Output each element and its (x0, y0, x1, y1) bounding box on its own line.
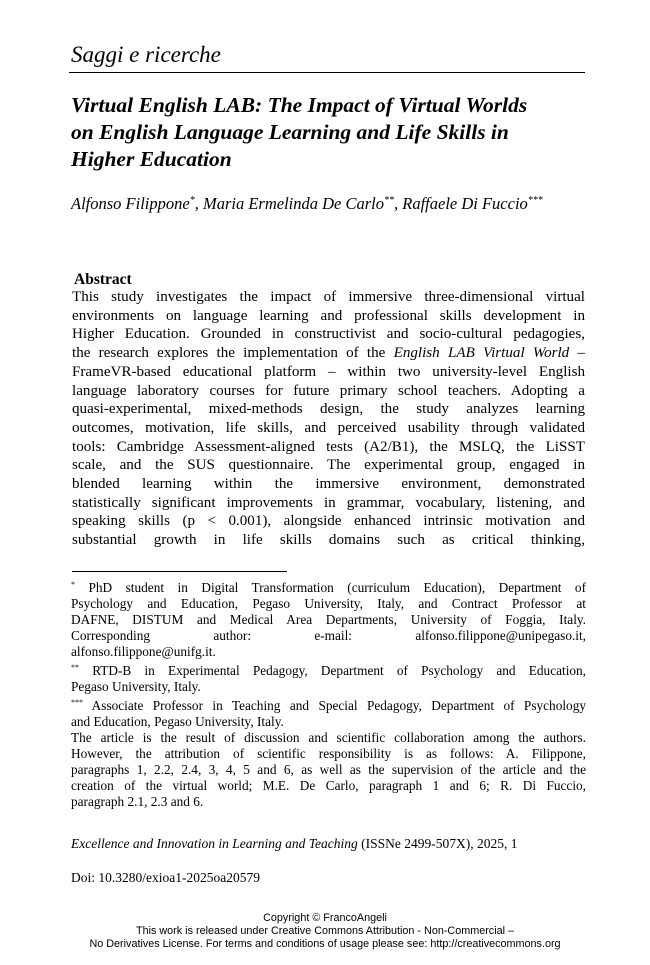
platform-name: English LAB Virtual World – (393, 345, 586, 362)
license-line: No Derivatives License. For terms and conditions of usage please see: http://creativecommons.org (89, 938, 561, 950)
abstract-line: outcomes, motivation, life skills, and perceived usability through validated (72, 419, 585, 436)
title-line: Virtual English LAB: The Impact of Virtual Worlds (71, 93, 528, 117)
journal-name: Excellence and Innovation in Learning and Teaching (71, 836, 358, 851)
title-line: on English Language Learning and Life Skills in (71, 120, 509, 144)
footnote-line: paragraphs 1, 2.2, 2.4, 3, 4, 5 and 6, as well as the supervision of the article and the (71, 762, 586, 777)
abstract-body (72, 288, 585, 550)
abstract-line: Higher Education. Grounded in constructivist and socio-cultural pedagogies, (72, 326, 585, 343)
footnote-line: Corresponding author: e-mail: alfonso.filippone@unipegaso.it, (71, 628, 586, 643)
author-name: Raffaele Di Fuccio (402, 194, 528, 213)
section-divider (69, 72, 585, 73)
footnote-divider (72, 571, 287, 572)
copyright-line: Copyright © FrancoAngeli (263, 912, 387, 924)
footnote-line: Pegaso University, Italy. (71, 679, 201, 694)
footnotes (71, 577, 586, 810)
abstract-line: FrameVR-based educational platform – within two university-level English (72, 363, 585, 380)
footnote-line: creation of the virtual world; M.E. De Carlo, paragraph 1 and 6; R. Di Fuccio, (71, 778, 586, 793)
author-footnote-mark: * (189, 195, 195, 206)
abstract-line: scale, and the SUS questionnaire. The experimental group, engaged in (72, 457, 585, 474)
abstract-line: quasi-experimental, mixed-methods design, the study analyzes learning (72, 401, 585, 418)
license-notice (0, 912, 650, 951)
footnote-line: DAFNE, DISTUM and Medical Area Departments, University of Foggia, Italy. (71, 612, 586, 627)
footnote-line: Psychology and Education, Pegaso University, Italy, and Contract Professor at (71, 596, 586, 611)
footnote-text: RTD-B in Experimental Pedagogy, Department of Psychology and Education, (92, 663, 587, 678)
license-line: This work is released under Creative Commons Attribution - Non-Commercial – (135, 925, 515, 937)
abstract-line: tools: Cambridge Assessment-aligned tests (A2/B1), the MSLQ, the LiSST (72, 438, 585, 455)
abstract-line: This study investigates the impact of immersive three-dimensional virtual (72, 289, 585, 305)
title-line: Higher Education (71, 147, 232, 171)
footnote-text: Associate Professor in Teaching and Special Pedagogy, Department of Psychology (91, 698, 586, 713)
section-label: Saggi e ricerche (71, 42, 221, 67)
footnote-line: However, the attribution of scientific responsibility is as follows: A. Filippone, (71, 746, 586, 761)
abstract-line-text: the research explores the implementation of the (72, 345, 394, 362)
article-title (71, 92, 601, 173)
abstract-line: blended learning within the immersive environment, demonstrated (72, 476, 585, 493)
footnote-mark: *** (71, 698, 83, 707)
footnote-line (71, 660, 586, 679)
footnote-mark: * (71, 580, 75, 589)
journal-issn: (ISSNe 2499-507X), 2025, 1 (357, 836, 518, 851)
footnote-line: The article is the result of discussion and scientific collaboration among the authors. (71, 730, 586, 745)
author-footnote-mark: *** (527, 195, 543, 206)
abstract-line: language laboratory courses for future primary school teachers. Adopting a (72, 382, 585, 399)
abstract-line: environments on language learning and professional skills development in (72, 307, 585, 324)
abstract-line: statistically significant improvements in grammar, vocabulary, listening, and (72, 494, 585, 511)
author-name: Maria Ermelinda De Carlo (202, 194, 384, 213)
abstract-line: speaking skills (p < 0.001), alongside enhanced intrinsic motivation and (72, 513, 585, 530)
footnote-mark: ** (71, 663, 79, 672)
journal-citation (71, 836, 517, 852)
footnote-line (71, 695, 586, 714)
abstract-line (72, 344, 585, 363)
abstract-heading: Abstract (74, 271, 132, 288)
footnote-line (71, 577, 586, 596)
author-list: Alfonso Filippone*, Maria Ermelinda De Carlo**, Raffaele Di Fuccio*** (71, 194, 543, 213)
footnote-line: and Education, Pegaso University, Italy. (71, 714, 284, 729)
doi: Doi: 10.3280/exioa1-2025oa20579 (71, 870, 260, 885)
author-footnote-mark: ** (384, 195, 394, 206)
abstract-line: substantial growth in life skills domains such as critical thinking, (72, 532, 585, 549)
author-name: Alfonso Filippone (71, 194, 190, 213)
footnote-line: alfonso.filippone@unifg.it. (71, 644, 216, 659)
footnote-text: PhD student in Digital Transformation (curriculum Education), Department of (88, 580, 586, 595)
footnote-line: paragraph 2.1, 2.3 and 6. (71, 794, 204, 809)
